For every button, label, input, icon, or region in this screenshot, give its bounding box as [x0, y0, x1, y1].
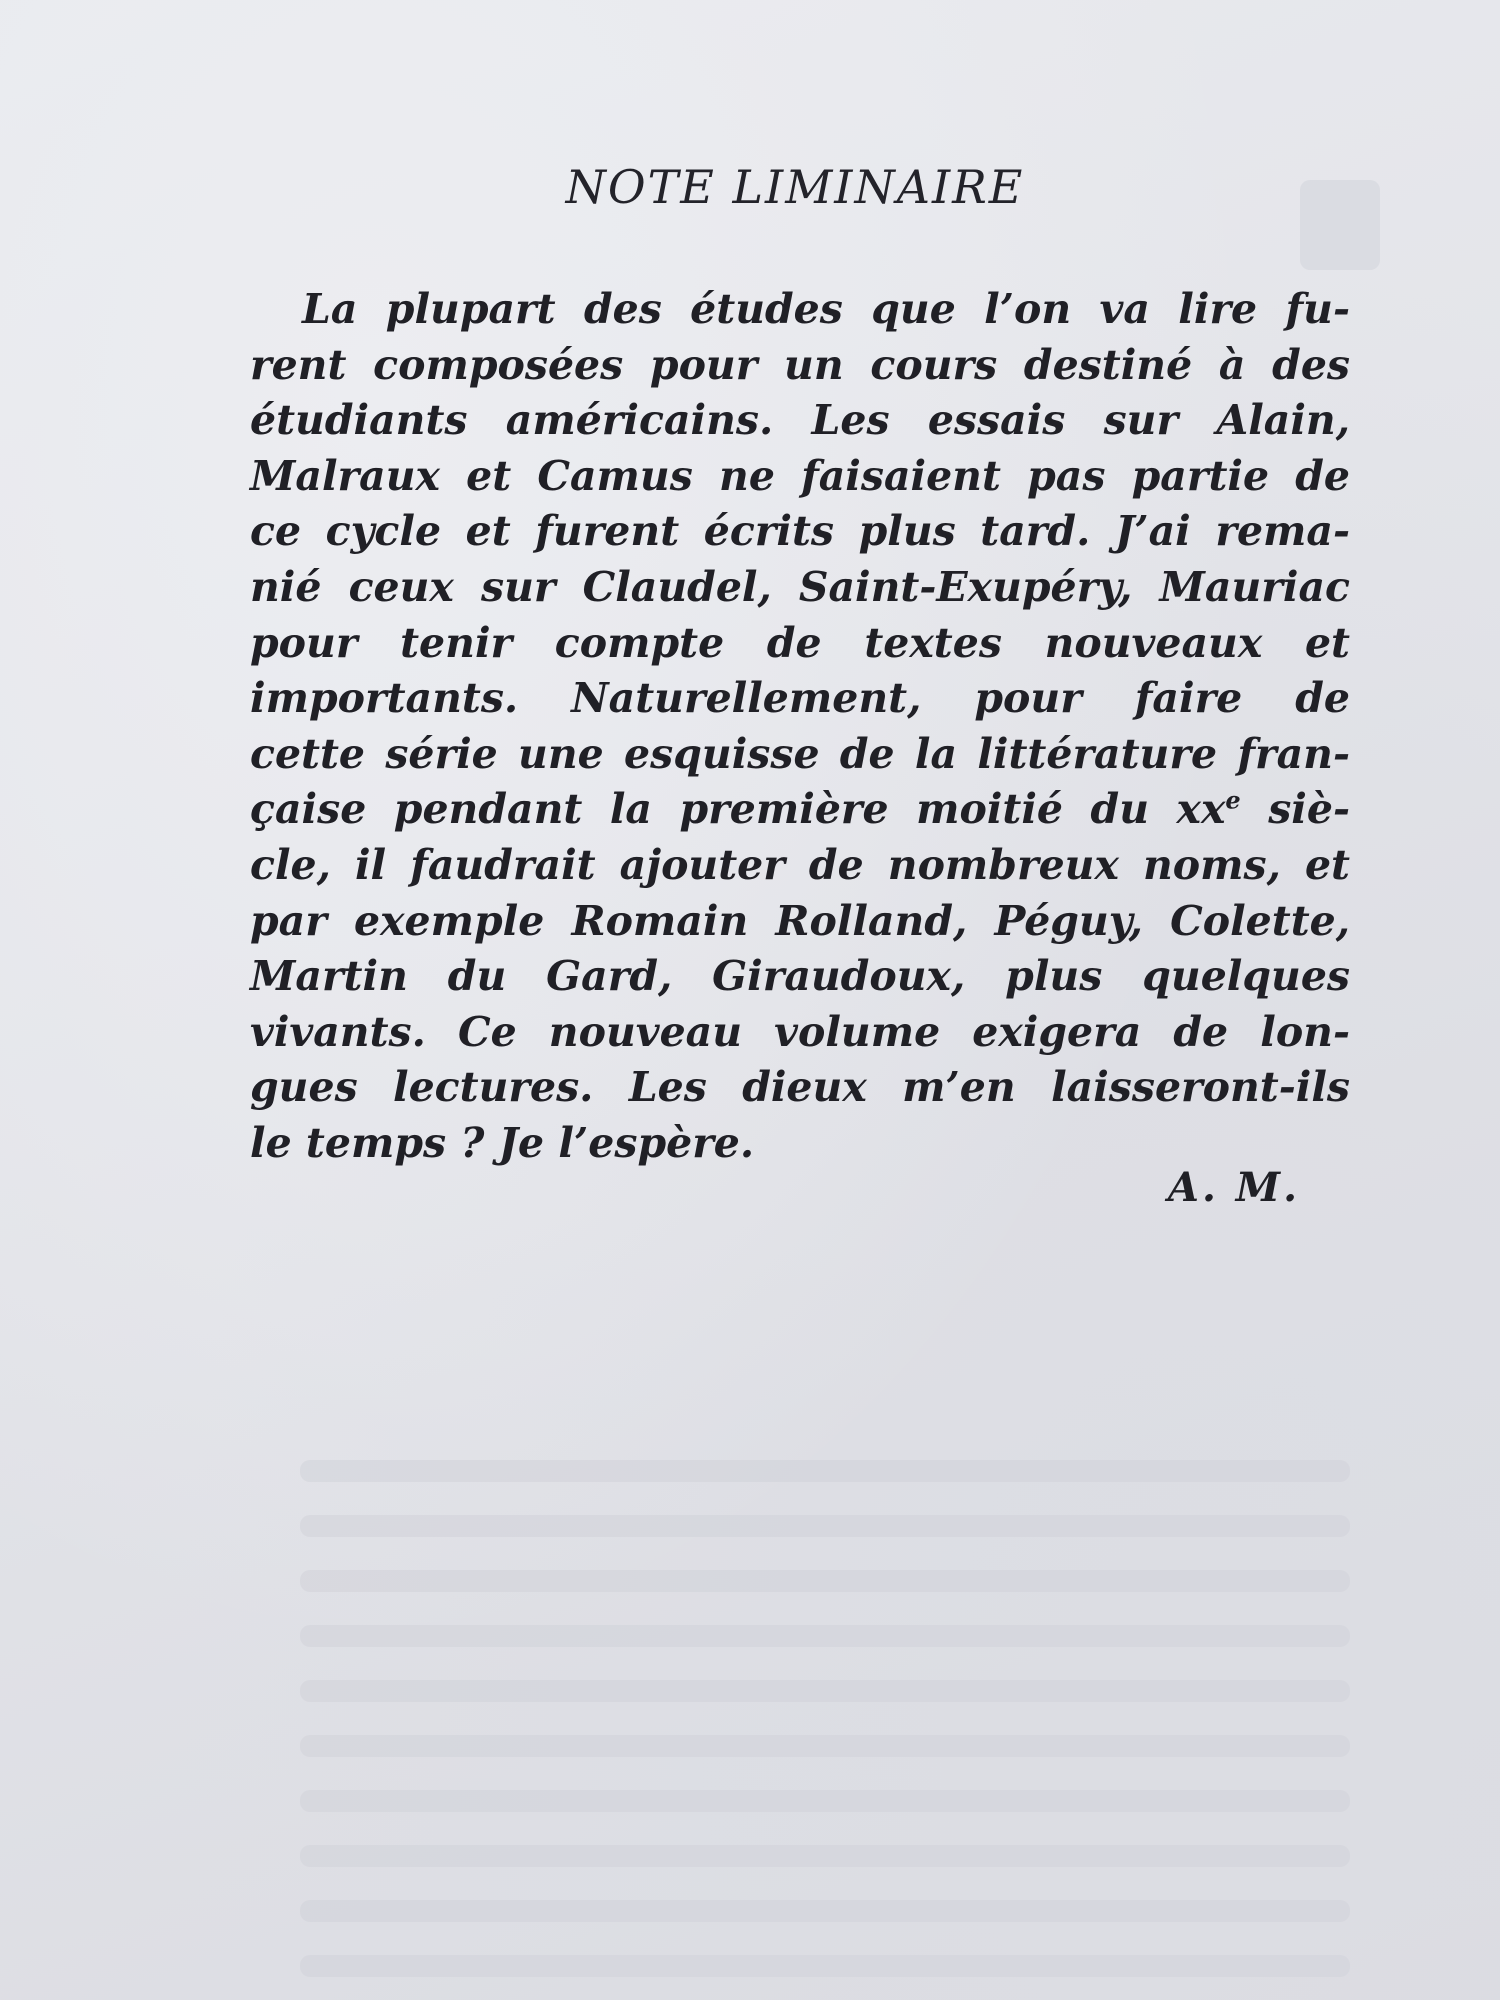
text-line: pour tenir compte de textes nouveaux et [250, 618, 1350, 667]
author-signature: A. M. [1167, 1164, 1300, 1211]
text-line-segment: çaise pendant la première moitié du xx [250, 785, 1226, 834]
text-line: Malraux et Camus ne faisaient pas partie de [250, 451, 1350, 500]
text-line [250, 782, 1350, 838]
page-title: NOTE LIMINAIRE [565, 160, 1025, 214]
text-line: étudiants américains. Les essais sur Alain, [250, 396, 1350, 445]
text-line: le temps ? Je l’espère. [250, 1118, 755, 1167]
text-line: cette série une esquisse de la littérature fran- [250, 729, 1350, 778]
text-line: gues lectures. Les dieux m’en laisseront-ils [250, 1063, 1350, 1112]
text-line: cle, il faudrait ajouter de nombreux noms, et [250, 840, 1350, 889]
text-line: vivants. Ce nouveau volume exigera de lon- [250, 1007, 1350, 1056]
text-line: nié ceux sur Claudel, Saint-Exupéry, Mauriac [250, 562, 1350, 611]
text-line: importants. Naturellement, pour faire de [250, 674, 1350, 723]
text-line-segment: siè- [1240, 785, 1350, 834]
text-line: ce cycle et furent écrits plus tard. J’ai rema- [250, 507, 1350, 556]
body-paragraph [250, 282, 1350, 1172]
superscript: e [1225, 785, 1241, 815]
text-line: par exemple Romain Rolland, Péguy, Colette, [250, 896, 1350, 945]
text-line: Martin du Gard, Giraudoux, plus quelques [250, 952, 1350, 1001]
text-line: rent composées pour un cours destiné à des [250, 340, 1350, 389]
text-line: La plupart des études que l’on va lire fu- [302, 285, 1350, 333]
